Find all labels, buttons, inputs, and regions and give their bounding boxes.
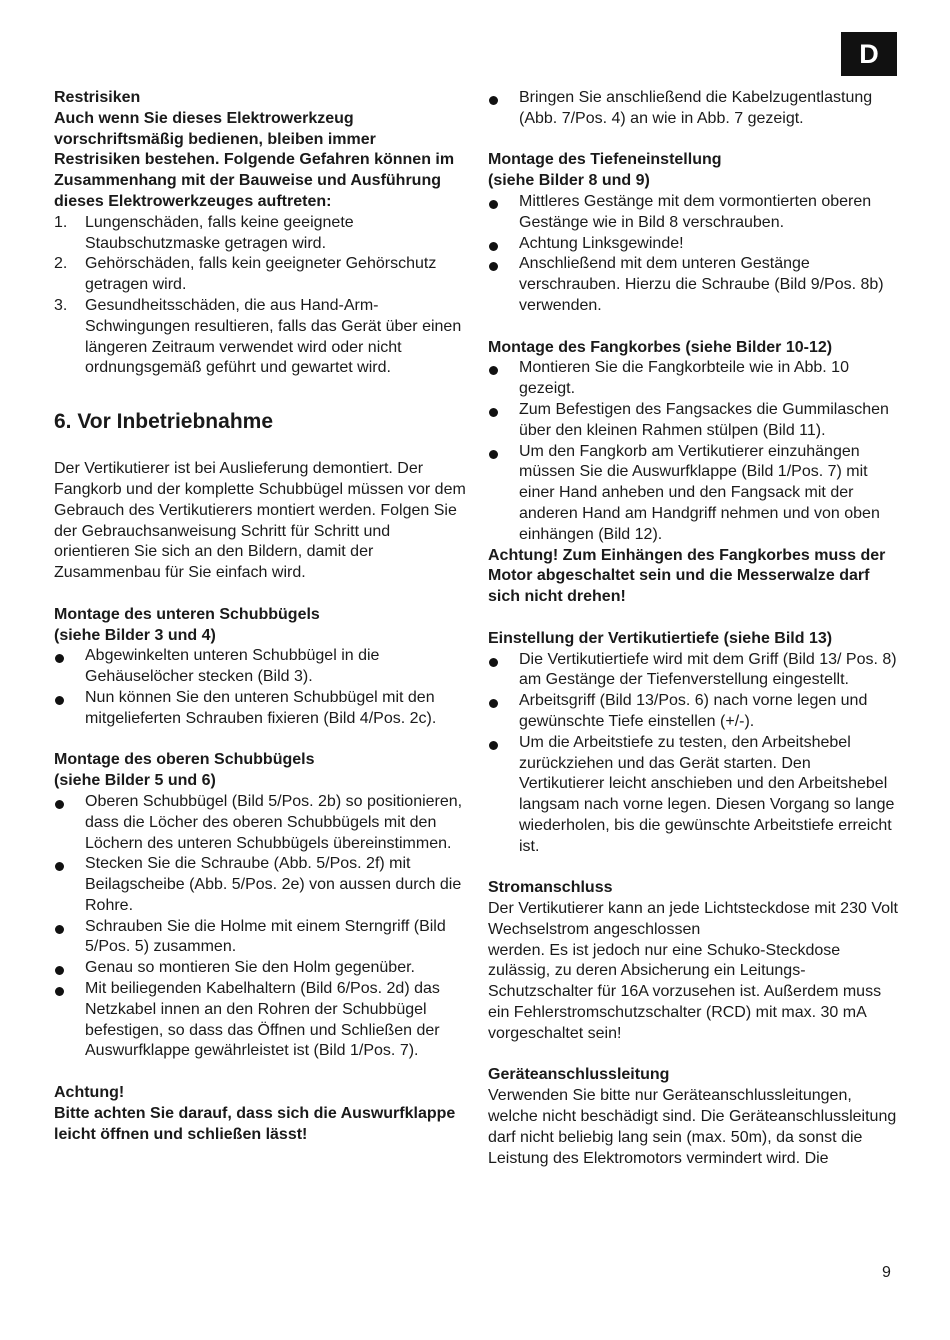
tiefe-title: Montage des Tiefeneinstellung [488, 151, 722, 169]
list-item [488, 254, 900, 316]
list-item [488, 691, 900, 733]
restrisiken-intro: Auch wenn Sie dieses Elektrowerkzeug vorschriftsmäßig bedienen, bleiben immer Restrisiken bestehen. Folgende Gefahren können im Zusammenhang mit der Bauweise und Ausführung dieses Elektrowerkzeuges auftreten: [54, 109, 455, 210]
oberer-title: Montage des oberen Schubbügels [54, 751, 315, 769]
list-item [54, 646, 466, 688]
list-item [488, 234, 900, 255]
bullet-icon [489, 96, 498, 105]
risk-text: Gehörschäden, falls kein geeigneter Gehörschutz getragen wird. [85, 255, 437, 294]
list-item [488, 358, 900, 400]
fangkorb-warning: Achtung! Zum Einhängen des Fangkorbes muss der Motor abgeschaltet sein und die Messerwalze darf sich nicht drehen! [488, 546, 886, 606]
strom-text-1: Der Vertikutierer kann an jede Lichtsteckdose mit 230 Volt Wechselstrom angeschlossen [488, 900, 898, 938]
risk-list [54, 213, 466, 379]
bullet-icon [55, 800, 64, 809]
list-item-text: Zum Befestigen des Fangsackes die Gummilaschen über den kleinen Rahmen stülpen (Bild 11). [519, 400, 889, 439]
bullet-icon [489, 366, 498, 375]
list-item [488, 442, 900, 546]
bullet-icon [489, 658, 498, 667]
strom-title: Stromanschluss [488, 879, 613, 897]
bullet-icon [55, 987, 64, 996]
bullet-icon [489, 699, 498, 708]
einstellung-title: Einstellung der Vertikutiertiefe (siehe Bild 13) [488, 629, 833, 647]
right-column [488, 88, 900, 1169]
list-item-text: Oberen Schubbügel (Bild 5/Pos. 2b) so positionieren, dass die Löcher des oberen Schubbügels mit den Löchern des unteren Schubbügels übereinstimmen. [85, 792, 463, 852]
list-item-text: Arbeitsgriff (Bild 13/Pos. 6) nach vorne legen und gewünschte Tiefe einstellen (+/-). [519, 692, 868, 730]
restrisiken-title: Restrisiken [54, 89, 141, 106]
risk-item [54, 296, 466, 379]
risk-text: Lungenschäden, falls keine geeignete Staubschutzmaske getragen wird. [85, 213, 354, 252]
list-item-text: Anschließend mit dem unteren Gestänge verschrauben. Hierzu die Schraube (Bild 9/Pos. 8b) verwenden. [519, 255, 884, 314]
unterer-subtitle: (siehe Bilder 3 und 4) [54, 626, 216, 644]
unterer-title: Montage des unteren Schubbügels [54, 605, 320, 623]
risk-number: 3. [54, 296, 68, 314]
list-item [488, 400, 900, 442]
strom-text-2: werden. Es ist jedoch nur eine Schuko-Steckdose zulässig, zu deren Absicherung ein Leitungs-Schutzschalter für 16A vorzusehen ist. Außerdem muss ein Fehlerstromschutzschalter (RCD) mit max. 30 mA vorgeschaltet sein! [488, 941, 882, 1042]
page-number: 9 [882, 1264, 891, 1281]
tiefe-subtitle: (siehe Bilder 8 und 9) [488, 172, 650, 190]
language-badge: D [841, 32, 897, 76]
list-item-text: Die Vertikutiertiefe wird mit dem Griff (Bild 13/ Pos. 8) am Gestänge der Tiefenverstellung eingestellt. [519, 650, 897, 689]
list-item [54, 958, 466, 979]
list-item-text: Genau so montieren Sie den Holm gegenüber. [85, 959, 415, 977]
risk-item [54, 213, 466, 255]
warning-text: Bitte achten Sie darauf, dass sich die Auswurfklappe leicht öffnen und schließen lässt! [54, 1104, 456, 1143]
bullet-icon [55, 966, 64, 975]
list-item [488, 733, 900, 858]
intro-paragraph: Der Vertikutierer ist bei Auslieferung demontiert. Der Fangkorb und der komplette Schubbügel müssen vor dem Gebrauch des Vertikutierers montiert werden. Folgen Sie der Gebrauchsanweisung Schritt für Schritt und orientieren Sie sich an den Bildern, damit der Zusammenbau für Sie einfach wird. [54, 460, 466, 582]
list-item-text: Nun können Sie den unteren Schubbügel mit den mitgelieferten Schrauben fixieren (Bild 4/Pos. 2c). [85, 688, 437, 727]
list-item-text: Um den Fangkorb am Vertikutierer einzuhängen müssen Sie die Auswurfklappe (Bild 1/Pos. 7) mit einer Hand anheben und den Fangsack mit der anderen Hand am Handgriff nehmen und von oben einhängen (Bild 12). [519, 442, 880, 543]
bullet-icon [489, 450, 498, 459]
oberer-subtitle: (siehe Bilder 5 und 6) [54, 772, 216, 790]
risk-item [54, 254, 466, 296]
list-item-text: Mittleres Gestänge mit dem vormontierten oberen Gestänge wie in Bild 8 verschrauben. [519, 192, 872, 231]
fangkorb-title: Montage des Fangkorbes (siehe Bilder 10-12) [488, 338, 833, 356]
list-item [54, 792, 466, 854]
list-item-text: Mit beiliegenden Kabelhaltern (Bild 6/Pos. 2d) das Netzkabel innen an den Rohren der Schubbügel befestigen, so dass das Öffnen und Schließen der Auswurfklappe gewährleistet ist (Bild 1/Pos. 7). [85, 980, 440, 1060]
risk-number: 2. [54, 255, 68, 273]
list-item-text: Achtung Linksgewinde! [519, 234, 684, 252]
list-item [488, 192, 900, 234]
list-item [54, 917, 466, 959]
list-item [488, 88, 900, 130]
list-item-text: Stecken Sie die Schraube (Abb. 5/Pos. 2f) mit Beilagscheibe (Abb. 5/Pos. 2e) von aussen durch die Rohre. [85, 855, 462, 914]
left-column [54, 88, 466, 1145]
warning-title: Achtung! [54, 1084, 125, 1102]
bullet-icon [489, 408, 498, 417]
list-item-text: Um die Arbeitstiefe zu testen, den Arbeitshebel zurückziehen und das Gerät starten. Den Vertikutierer leicht anschieben und den Arbeitshebel langsam nach vorne legen. Diesen Vorgang so lange wiederholen, bis die gewünschte Arbeitstiefe erreicht ist. [519, 733, 895, 855]
bullet-icon [55, 925, 64, 934]
list-item [54, 854, 466, 916]
leitung-title: Geräteanschlussleitung [488, 1066, 670, 1084]
bullet-icon [489, 242, 498, 251]
list-item [54, 688, 466, 730]
bullet-icon [489, 200, 498, 209]
list-item-text: Schrauben Sie die Holme mit einem Sterngriff (Bild 5/Pos. 5) zusammen. [85, 917, 446, 956]
section-heading: 6. Vor Inbetriebnahme [54, 410, 273, 434]
list-item-text: Bringen Sie anschließend die Kabelzugentlastung (Abb. 7/Pos. 4) an wie in Abb. 7 gezeigt. [519, 89, 873, 127]
risk-text: Gesundheitsschäden, die aus Hand-Arm-Schwingungen resultieren, falls das Gerät über einen längeren Zeitraum verwendet wird oder nicht ordnungsgemäß geführt und gewartet wird. [85, 296, 462, 377]
leitung-text: Verwenden Sie bitte nur Geräteanschlussleitungen, welche nicht beschädigt sind. Die Geräteanschlussleitung darf nicht beliebig lang sein (max. 50m), da sonst die Leistung des Elektromotors vermindert wird. Die [488, 1087, 897, 1167]
list-item-text: Abgewinkelten unteren Schubbügel in die Gehäuselöcher stecken (Bild 3). [85, 647, 380, 686]
bullet-icon [55, 862, 64, 871]
list-item [488, 650, 900, 692]
list-item-text: Montieren Sie die Fangkorbteile wie in Abb. 10 gezeigt. [519, 359, 849, 398]
bullet-icon [55, 696, 64, 705]
bullet-icon [489, 262, 498, 271]
list-item [54, 979, 466, 1062]
bullet-icon [55, 654, 64, 663]
risk-number: 1. [54, 213, 68, 231]
bullet-icon [489, 741, 498, 750]
